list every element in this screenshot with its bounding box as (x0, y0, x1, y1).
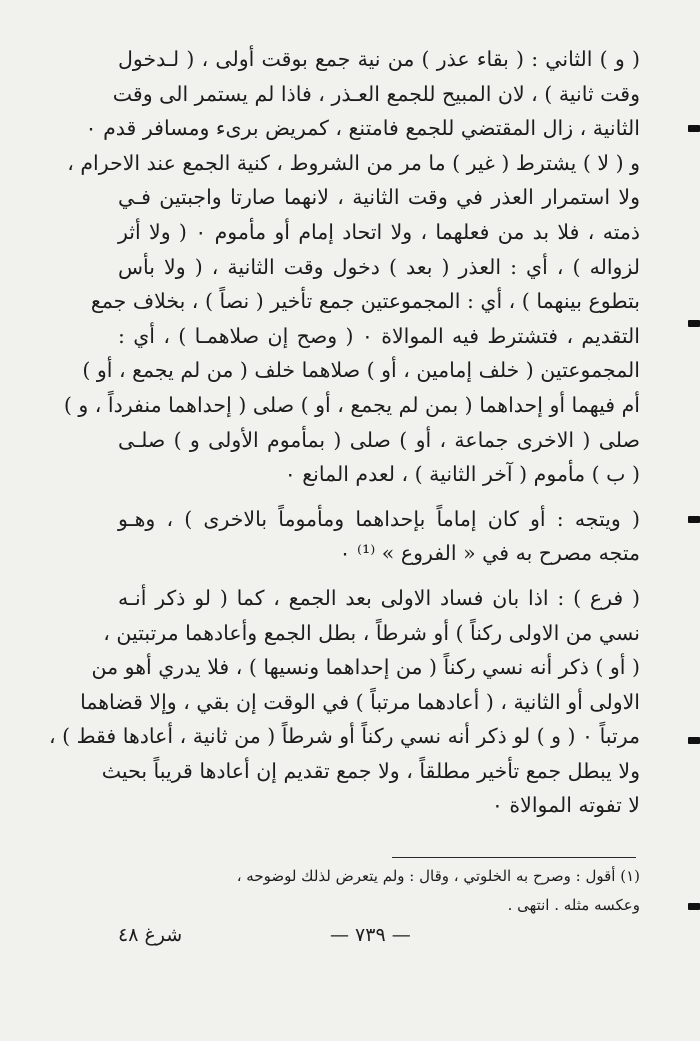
text-line: لزواله ) ، أي : العذر ( بعد ) دخول وقت الثانية ، ( ولا بأس (118, 254, 640, 279)
edge-mark (688, 516, 700, 523)
text-line: متجه مصرح به في « الفروع » ⁽¹⁾ ٠ (339, 541, 640, 566)
text-line: مرتباً ٠ ( و ) لو ذكر أنه نسي ركناً أو شرطاً ( من ثانية ، أعادها فقط ) ، (48, 724, 640, 749)
text-line: و ( لا ) يشترط ( غير ) ما مر من الشروط ، كنية الجمع عند الاحرام ، (67, 150, 640, 175)
text-line: بتطوع بينهما ) ، أي : المجموعتين جمع تأخير ( نصاً ) ، بخلاف جمع (90, 289, 640, 314)
edge-mark (688, 737, 700, 744)
page-number: — ٧٣٩ — (330, 924, 411, 946)
text-line: المجموعتين ( خلف إمامين ، أو ) صلاهما خلف ( من لم يجمع ، أو ) (82, 358, 640, 383)
text-line: ( أو ) ذكر أنه نسي ركناً ( من إحداهما ونسيها ) ، فلا يدري أهو من (91, 655, 640, 680)
text-line: أم فيهما أو إحداهما ( بمن لم يجمع ، أو ) صلى ( إحداهما منفرداً ، و ) (63, 392, 640, 417)
text-line: الثانية ، زال المقتضي للجمع فامتنع ، كمريض برىء ومسافر قدم ٠ (85, 116, 640, 141)
text-line: لا تفوته الموالاة ٠ (491, 793, 640, 818)
footnote-line: (١) أقول : وصرح به الخلوتي ، وقال : ولم يتعرض لذلك لوضوحه ، (236, 867, 640, 885)
edge-mark (688, 125, 700, 132)
text-line: ( و ) الثاني : ( بقاء عذر ) من نية جمع بوقت أولى ، ( لـدخول (118, 47, 640, 71)
text-line: ( ويتجه : أو كان إماماً بإحداهما ومأموماً بالاخرى ) ، وهـو (118, 506, 640, 531)
footnote-divider (392, 857, 636, 858)
text-line: ( فرع ) : اذا بان فساد الاولى بعد الجمع ، كما ( لو ذكر أنـه (118, 585, 640, 610)
footnotes (118, 862, 640, 920)
page-footer (118, 924, 640, 958)
text-line: وقت ثانية ) ، لان المبيح للجمع العـذر ، فاذا لم يستمر الى وقت (112, 81, 640, 106)
text-line: ولا استمرار العذر في وقت الثانية ، لانهما صارتا واجبتين فـي (118, 185, 640, 210)
text-line: صلى ( الاخرى جماعة ، أو ) صلى ( بمأموم الأولى و ) صلـى (118, 427, 640, 452)
text-line: الاولى أو الثانية ، ( أعادهما مرتباً ) في الوقت إن بقي ، وإلا قضاهما (80, 689, 640, 714)
text-line: نسي من الاولى ركناً ) أو شرطاً ، بطل الجمع وأعادهما مرتبتين ، (103, 620, 640, 645)
edge-mark (688, 320, 700, 327)
main-text (48, 42, 641, 823)
footnote-line: وعكسه مثله . انتهى . (507, 896, 640, 914)
text-line: التقديم ، فتشترط فيه الموالاة ٠ ( وصح إن صلاهمـا ) ، أي : (118, 323, 641, 348)
text-line: ( ب ) مأموم ( آخر الثانية ) ، لعدم المانع ٠ (284, 462, 640, 487)
edge-mark (688, 903, 700, 910)
text-line: ولا يبطل جمع تأخير مطلقاً ، ولا جمع تقديم إن أعادها قريباً بحيث (101, 758, 640, 783)
signature-mark: شرغ ٤٨ (118, 924, 183, 946)
text-line: ذمته ، فلا بد من فعلهما ، ولا اتحاد إمام أو مأموم ٠ ( ولا أثر (118, 219, 641, 244)
